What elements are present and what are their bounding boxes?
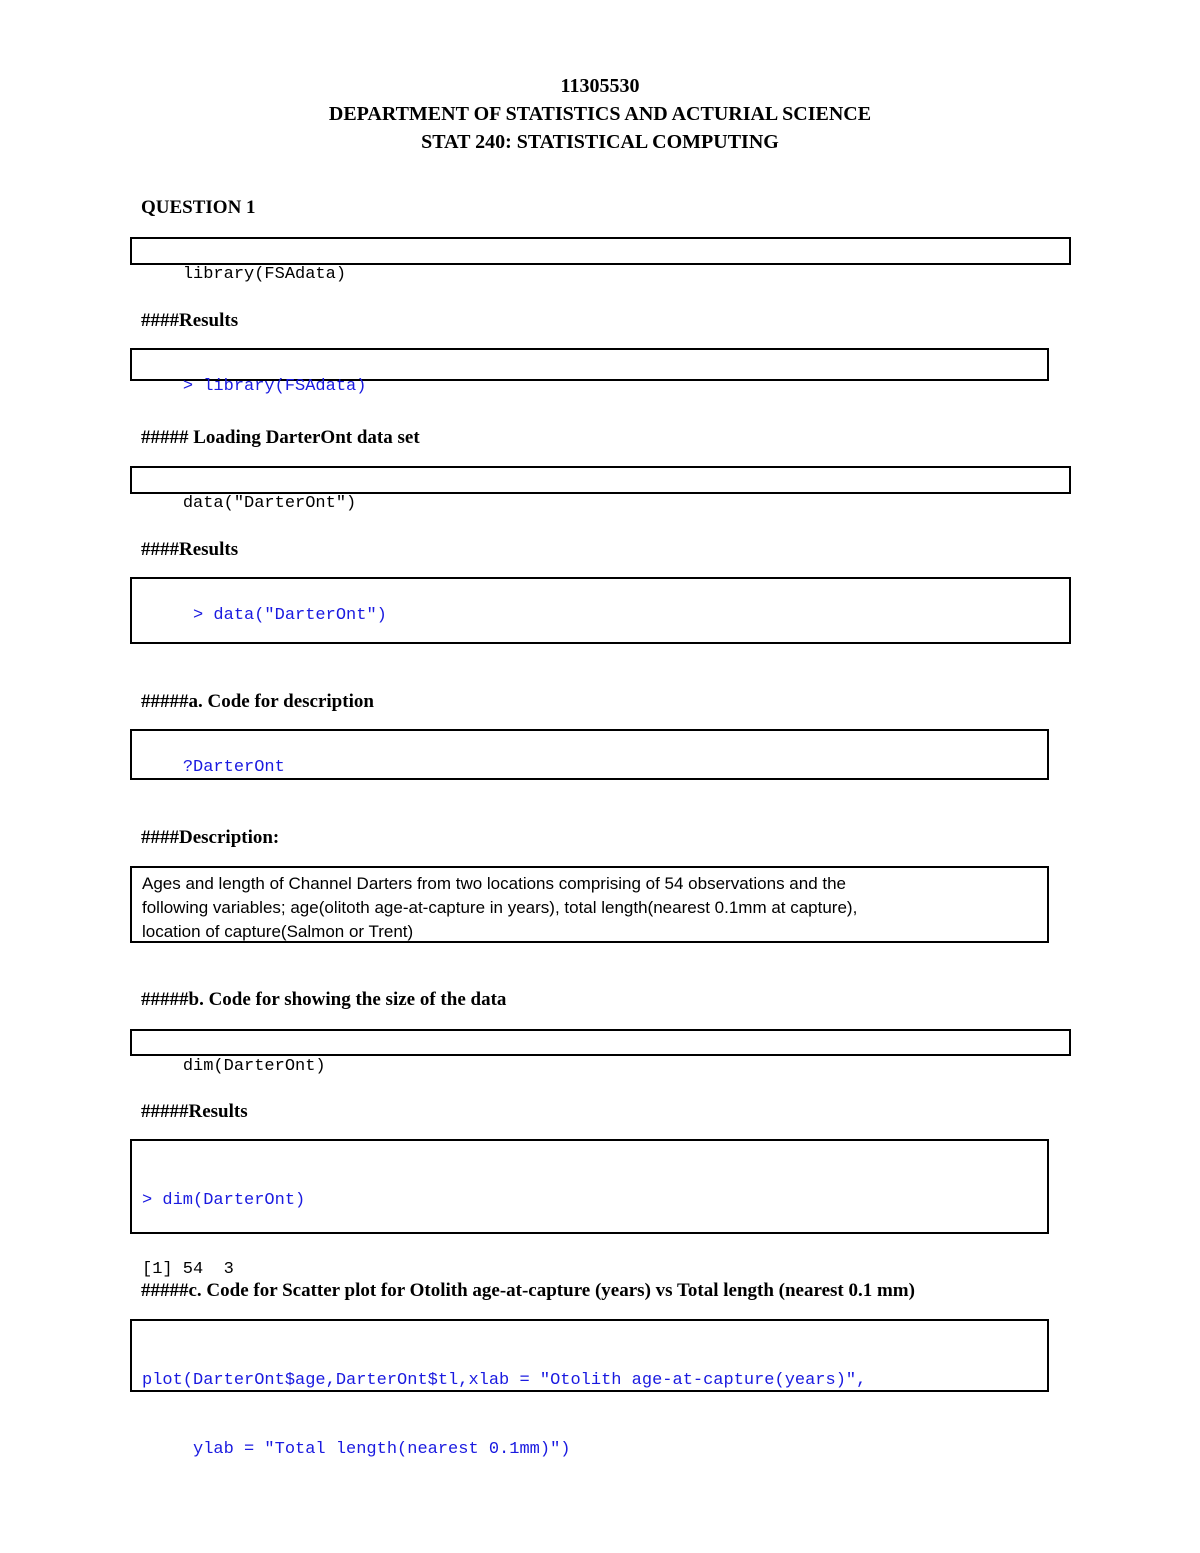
description-heading: ####Description: [141, 827, 280, 848]
results-1-box [130, 348, 1049, 396]
code-plot-line: ylab = "Total length(nearest 0.1mm)") [142, 1440, 571, 1459]
course-title: STAT 240: STATISTICAL COMPUTING [421, 131, 779, 153]
results-3-heading: #####Results [141, 1101, 248, 1122]
description-line: following variables; age(olitoth age-at-capture in years), total length(nearest 0.1mm at capture), [142, 898, 858, 917]
a-heading: #####a. Code for description [141, 691, 374, 712]
results-2-output: > data("DarterOnt") [182, 606, 387, 625]
code-plot-line: plot(DarterOnt$age,DarterOnt$tl,xlab = "Otolith age-at-capture(years)", [142, 1371, 867, 1390]
description-line: location of capture(Salmon or Trent) [142, 922, 414, 941]
student-id: 11305530 [560, 75, 640, 97]
loading-heading: ##### Loading DarterOnt data set [141, 427, 420, 448]
code-library-box [130, 237, 1071, 284]
results-3-command: > dim(DarterOnt) [142, 1191, 306, 1210]
results-1-output: > library(FSAdata) [182, 377, 367, 396]
results-1-heading: ####Results [141, 310, 239, 331]
code-data: data("DarterOnt") [182, 494, 357, 513]
c-heading: #####c. Code for Scatter plot for Otolith age-at-capture (years) vs Total length (nearest 0.1 mm) [141, 1280, 915, 1301]
code-help-box [130, 729, 1049, 780]
b-heading: #####b. Code for showing the size of the data [141, 989, 507, 1010]
document-header [0, 72, 1200, 156]
question-heading: QUESTION 1 [141, 197, 256, 218]
code-dim: dim(DarterOnt) [182, 1057, 326, 1076]
description-line: Ages and length of Channel Darters from two locations comprising of 54 observations and the [142, 874, 847, 893]
results-3-output: [1] 54 3 [142, 1260, 234, 1279]
code-dim-box [130, 1029, 1071, 1076]
code-library: library(FSAdata) [182, 265, 347, 284]
results-3-box [130, 1139, 1049, 1279]
description-box [130, 866, 1049, 943]
code-plot-box [130, 1319, 1049, 1459]
code-data-box [130, 466, 1071, 513]
results-2-box [130, 577, 1071, 644]
department-title: DEPARTMENT OF STATISTICS AND ACTURIAL SCIENCE [328, 103, 872, 125]
code-help: ?DarterOnt [182, 758, 285, 777]
results-2-heading: ####Results [141, 539, 239, 560]
